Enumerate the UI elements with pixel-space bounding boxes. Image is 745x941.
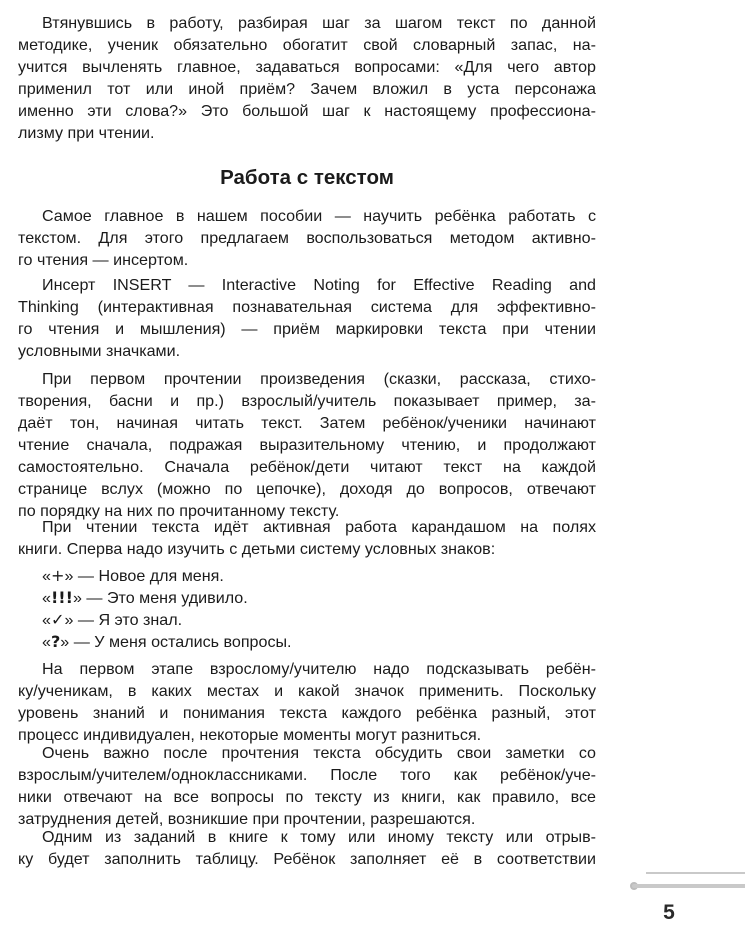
text-line: учится вычленять главное, задаваться вопросами: «Для чего автор xyxy=(18,58,596,76)
plus-mark: + xyxy=(50,566,65,585)
text-line: процесс индивидуален, некоторые моменты могут разниться. xyxy=(18,726,482,744)
text-line: Одним из заданий в книге к тому или иному тексту или отрыв- xyxy=(42,828,596,846)
text-line: го чтения и мышления) — приём маркировки текста при чтении xyxy=(18,320,596,338)
paragraph-first-stage xyxy=(18,658,596,746)
text-line: уровень знаний и понимания текста каждого ребёнка разный, этот xyxy=(18,704,596,722)
page-corner-decoration xyxy=(620,864,745,894)
text-line: странице вслух (можно по цепочке), доходя до вопросов, отвечают xyxy=(18,480,596,498)
text-line: даёт тон, начиная читать текст. Затем ребёнок/ученики начинают xyxy=(18,414,596,432)
legend-item-questions: «?» — У меня остались вопросы. xyxy=(42,632,292,651)
page-number: 5 xyxy=(663,901,675,924)
text-line: Очень важно после прочтения текста обсудить свои заметки со xyxy=(42,744,596,762)
text-line: взрослым/учителем/одноклассниками. После того как ребёнок/уче- xyxy=(18,766,596,784)
text-line: чтение сначала, подражая выразительному чтению, и продолжают xyxy=(18,436,596,454)
paragraph-discussion xyxy=(18,742,596,830)
text-line: применил тот или иной приём? Зачем вложил в уста персонажа xyxy=(18,80,596,98)
text-line: условными значками. xyxy=(18,342,181,360)
text-line: самостоятельно. Сначала ребёнок/дети читают текст на каждой xyxy=(18,458,596,476)
legend-item-surprise: «!!!» — Это меня удивило. xyxy=(42,588,248,607)
paragraph-insert-definition xyxy=(18,274,596,362)
text-line: творения, басни и пр.) взрослый/учитель показывает пример, за- xyxy=(18,392,596,410)
text-line: текстом. Для этого предлагаем воспользоваться методом активно- xyxy=(18,229,596,247)
section-title: Работа с текстом xyxy=(220,166,394,189)
legend-item-new: «+» — Новое для меня. xyxy=(42,566,224,585)
paragraph-first-reading xyxy=(18,368,596,522)
paragraph-intro xyxy=(18,12,596,144)
paragraph-pencil-work xyxy=(18,516,596,560)
symbol-legend xyxy=(42,565,620,653)
text-line: методике, ученик обязательно обогатит свой словарный запас, на- xyxy=(18,36,596,54)
paragraph-table-task xyxy=(18,826,596,870)
text-line: При чтении текста идёт активная работа карандашом на полях xyxy=(42,518,596,536)
exclamation-mark: !!! xyxy=(50,588,73,607)
text-line: го чтения — инсертом. xyxy=(18,251,189,269)
text-line: Инсерт INSERT — Interactive Noting for Effective Reading and xyxy=(42,276,596,294)
paragraph-main-goal xyxy=(18,205,596,271)
text-line: ку/ученикам, в каких местах и какой значок применить. Поскольку xyxy=(18,682,596,700)
text-line: по порядку на них по прочитанному тексту. xyxy=(18,502,340,520)
text-line: При первом прочтении произведения (сказки, рассказа, стихо- xyxy=(42,370,596,388)
legend-item-known: «✓» — Я это знал. xyxy=(42,610,183,629)
text-line: именно эти слова?» Это большой шаг к настоящему профессиона- xyxy=(18,102,596,120)
text-line: ку будет заполнить таблицу. Ребёнок заполняет её в соответствии xyxy=(18,850,596,868)
text-line: Thinking (интерактивная познавательная система для эффективно- xyxy=(18,298,596,316)
text-line: На первом этапе взрослому/учителю надо подсказывать ребён- xyxy=(42,660,596,678)
text-line: Самое главное в нашем пособии — научить ребёнка работать с xyxy=(42,207,596,225)
checkmark-icon: ✓ xyxy=(50,610,65,629)
text-line: ники отвечают на все вопросы по тексту из книги, как правило, все xyxy=(18,788,596,806)
question-mark: ? xyxy=(50,632,61,651)
text-line: затруднения детей, возникшие при прочтении, разрешаются. xyxy=(18,810,476,828)
text-line: лизму при чтении. xyxy=(18,124,155,142)
text-line: книги. Сперва надо изучить с детьми систему условных знаков: xyxy=(18,540,496,558)
text-line: Втянувшись в работу, разбирая шаг за шагом текст по данной xyxy=(42,14,596,32)
